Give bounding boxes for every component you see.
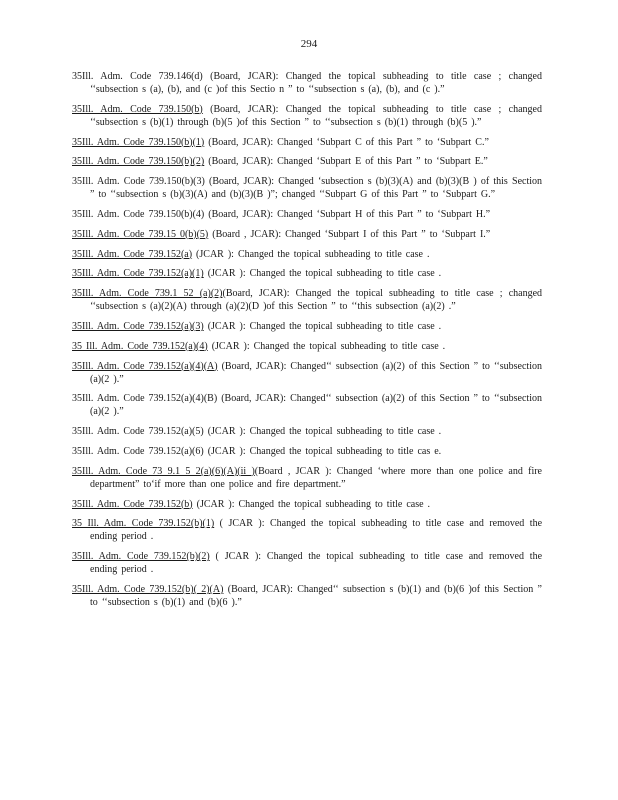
amendment-entry (72, 498, 542, 511)
change-description: ( JCAR ): Changed the topical subheading to title case and removed the ending period . (90, 518, 543, 543)
change-description: (Board, JCAR): Changed‘‘ subsection s (b)(1) and (b)(6 )of this Section ” to ‘‘subsection s (b)(1) and (b)(6 ).” (90, 583, 542, 608)
code-citation: 35Ill. Adm. Code 739.150(b)(3) (72, 176, 205, 188)
code-citation: 35 Ill. Adm. Code 739.152(a)(4) (72, 340, 208, 352)
change-description: (Board, JCAR): Changed ‘Subpart C of this Part ” to ‘Subpart C.” (204, 136, 489, 148)
change-description: (JCAR ): Changed the topical subheading to title case . (207, 340, 446, 352)
code-citation: 35Ill. Adm. Code 739.150(b)(2) (72, 156, 205, 168)
code-citation: 35Ill. Adm. Code 73 9.1 5 2(a)(6)(A)(ii ) (72, 465, 255, 477)
code-citation: 35Ill. Adm. Code 739.152(a)(6) (72, 445, 204, 457)
amendment-entry (72, 248, 542, 261)
code-citation: 35 Ill. Adm. Code 739.152(b)(1) (72, 518, 215, 530)
change-description: (Board, JCAR): Changed‘‘ subsection (a)(2) of this Section ” to ‘‘subsection (a)(2 ).” (90, 360, 542, 385)
change-description: (Board, JCAR): Changed ‘subsection s (b)(3)(A) and (b)(3)(B ) of this Section ” to ‘‘subsection s (b)(3)(A) and (b)(3)(B )”; changed ‘‘Subpart G of this Part ” to ‘Subpart G.” (90, 176, 542, 201)
amendment-entry (72, 155, 542, 168)
amendment-entry (72, 175, 542, 201)
amendment-entry (72, 465, 542, 491)
change-description: (JCAR ): Changed the topical subheading to title case . (192, 498, 431, 510)
code-citation: 35Ill. Adm. Code 739.1 52 (a)(2) (72, 288, 223, 300)
code-citation: 35Ill. Adm. Code 739.152(a)(1) (72, 268, 204, 280)
code-citation: 35Ill. Adm. Code 739.152(b)( 2)(A) (72, 583, 224, 595)
amendment-entry (72, 550, 542, 576)
change-description: (Board, JCAR): Changed ‘Subpart H of this Part ” to ‘Subpart H.” (204, 208, 491, 220)
amendment-entry (72, 136, 542, 149)
amendment-entry (72, 340, 542, 353)
code-citation: 35Ill. Adm. Code 739.152(a)(5) (72, 426, 204, 438)
change-description: (Board, JCAR): Changed the topical subheading to title case ; changed ‘‘subsection s (a), (b), and (c )of this Sectio n ” to ‘‘subsection s (a), (b), and (c ).” (90, 71, 542, 95)
amendment-entry (72, 208, 542, 221)
amendment-list (72, 70, 542, 616)
change-description: (JCAR ): Changed the topical subheading to title case . (192, 248, 430, 260)
amendment-entry (72, 70, 542, 96)
change-description: (Board , JCAR): Changed ‘Subpart I of this Part ” to ‘Subpart I.” (208, 228, 491, 240)
change-description: (JCAR ): Changed the topical subheading to title case . (203, 426, 442, 438)
change-description: (Board, JCAR): Changed‘‘ subsection (a)(2) of this Section ” to ‘‘subsection (a)(2 ).” (90, 393, 542, 418)
change-description: (Board, JCAR): Changed the topical subheading to title case ; changed ‘‘subsection s (a)(2)(A) through (a)(2)(D )of this Section ” to ‘‘this subsection (a)(2) .” (90, 288, 543, 313)
amendment-entry (72, 392, 542, 418)
amendment-entry (72, 228, 542, 241)
code-citation: 35Ill. Adm. Code 739.150(b)(1) (72, 136, 205, 148)
code-citation: 35Ill. Adm. Code 739.15 0(b)(5) (72, 228, 209, 240)
code-citation: 35Ill. Adm. Code 739.152(b)(2) (72, 551, 210, 563)
change-description: (JCAR ): Changed the topical subheading to title case . (203, 320, 442, 332)
amendment-entry (72, 425, 542, 438)
code-citation: 35Ill. Adm. Code 739.152(a) (72, 248, 193, 260)
amendment-entry (72, 445, 542, 458)
amendment-entry (72, 103, 542, 129)
code-citation: 35Ill. Adm. Code 739.152(a)(3) (72, 320, 204, 332)
code-citation: 35Ill. Adm. Code 739.152(a)(4)(B) (72, 393, 218, 405)
code-citation: 35Ill. Adm. Code 739.146(d) (72, 71, 203, 82)
code-citation: 35Ill. Adm. Code 739.150(b)(4) (72, 208, 205, 220)
amendment-entry (72, 583, 542, 609)
amendment-entry (72, 517, 542, 543)
change-description: (Board , JCAR ): Changed ‘where more than one police and fire department” to‘if more than one police and fire department.” (90, 465, 542, 490)
change-description: (JCAR ): Changed the topical subheading to title case . (203, 268, 442, 280)
change-description: ( JCAR ): Changed the topical subheading to title case and removed the ending period . (90, 551, 543, 576)
change-description: (Board, JCAR): Changed ‘Subpart E of this Part ” to ‘Subpart E.” (204, 156, 488, 168)
code-citation: 35Ill. Adm. Code 739.150(b) (72, 103, 203, 115)
amendment-entry (72, 360, 542, 386)
amendment-entry (72, 287, 542, 313)
amendment-entry (72, 320, 542, 333)
code-citation: 35Ill. Adm. Code 739.152(b) (72, 498, 193, 510)
change-description: (Board, JCAR): Changed the topical subheading to title case ; changed ‘‘subsection s (b)(1) through (b)(5 )of this Section ” to ‘‘subsection s (b)(1) through (b)(5 ).” (90, 103, 542, 128)
amendment-entry (72, 267, 542, 280)
change-description: (JCAR ): Changed the topical subheading to title cas e. (203, 445, 442, 457)
code-citation: 35Ill. Adm. Code 739.152(a)(4)(A) (72, 360, 218, 372)
page-number: 294 (300, 38, 318, 50)
